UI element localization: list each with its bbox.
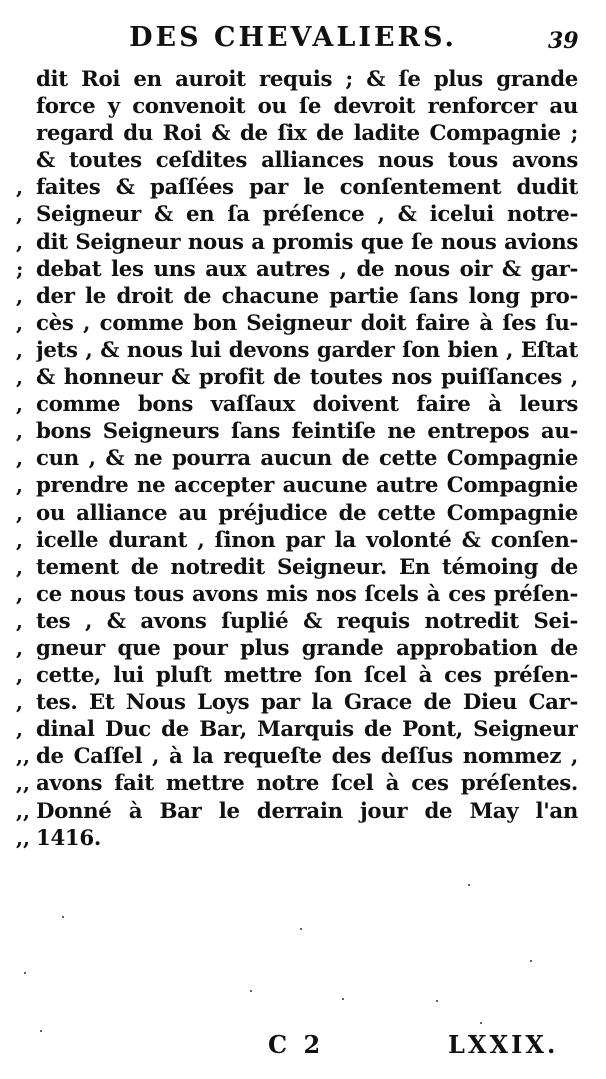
quotation-mark: , bbox=[16, 690, 23, 715]
text-line bbox=[0, 770, 606, 797]
quotation-mark: , bbox=[16, 635, 23, 660]
line-text: cun , & ne pourra aucun de cette Compagnie bbox=[36, 446, 578, 472]
quotation-mark: , bbox=[16, 608, 23, 633]
quotation-mark: , bbox=[16, 229, 23, 254]
quotation-mark: ,, bbox=[16, 771, 30, 796]
line-text: tes. Et Nous Loys par la Grace de Dieu Car- bbox=[36, 690, 578, 716]
text-line bbox=[0, 391, 606, 418]
text-line bbox=[0, 716, 606, 743]
quotation-mark: ,, bbox=[16, 825, 30, 850]
line-text: ce nous tous avons mis nos ſcels à ces préſen- bbox=[36, 581, 578, 607]
running-title: DES CHEVALIERS. bbox=[129, 22, 457, 53]
text-line bbox=[0, 93, 606, 120]
print-speck bbox=[468, 884, 470, 886]
quotation-mark: , bbox=[16, 446, 23, 471]
quotation-mark: , bbox=[16, 473, 23, 498]
print-speck bbox=[480, 1022, 482, 1024]
text-line bbox=[0, 337, 606, 364]
line-text: regard du Roi & de ſix de ladite Compagnie ; bbox=[36, 121, 578, 147]
text-line bbox=[0, 662, 606, 689]
text-line bbox=[0, 174, 606, 201]
print-speck bbox=[342, 998, 344, 1000]
quotation-mark: , bbox=[16, 365, 23, 390]
print-speck bbox=[62, 916, 64, 918]
quotation-mark: , bbox=[16, 202, 23, 227]
line-text: icelle durant , ſinon par la volonté & conſen- bbox=[36, 527, 578, 553]
text-line bbox=[0, 743, 606, 770]
quotation-mark: , bbox=[16, 283, 23, 308]
line-text: cette, lui pluſt mettre ſon ſcel à ces préſen- bbox=[36, 663, 578, 689]
text-line bbox=[0, 689, 606, 716]
quotation-mark: , bbox=[16, 663, 23, 688]
line-text: ou alliance au préjudice de cette Compagnie bbox=[36, 500, 578, 526]
text-line bbox=[0, 825, 606, 852]
text-line bbox=[0, 445, 606, 472]
line-text: der le droit de chacune partie ſans long pro- bbox=[36, 283, 578, 309]
quotation-mark: , bbox=[16, 527, 23, 552]
print-speck bbox=[436, 1000, 438, 1002]
quotation-mark: , bbox=[16, 337, 23, 362]
quotation-mark: , bbox=[16, 419, 23, 444]
line-text: dit Seigneur nous a promis que ſe nous avions bbox=[36, 229, 578, 255]
line-text: & honneur & profit de toutes nos puiſſances , bbox=[36, 365, 578, 391]
body-text bbox=[0, 66, 606, 852]
text-line bbox=[0, 283, 606, 310]
text-line bbox=[0, 472, 606, 499]
quotation-mark: , bbox=[16, 554, 23, 579]
line-text: comme bons vaſſaux doivent faire à leurs bbox=[36, 392, 578, 418]
text-line bbox=[0, 418, 606, 445]
line-text: 1416. bbox=[36, 825, 101, 851]
line-text: tes , & avons ſuplié & requis notredit Sei- bbox=[36, 608, 578, 634]
quotation-mark: , bbox=[16, 581, 23, 606]
line-text: Seigneur & en ſa préſence , & icelui notre- bbox=[36, 202, 578, 228]
line-text: jets , & nous lui devons garder ſon bien , Eſtat bbox=[36, 337, 578, 363]
print-speck bbox=[250, 990, 252, 992]
line-text: bons Seigneurs ſans feintiſe ne entrepos au- bbox=[36, 419, 578, 445]
line-text: avons fait mettre notre ſcel à ces préſentes. bbox=[36, 771, 578, 797]
quotation-mark: , bbox=[16, 175, 23, 200]
quotation-mark: , bbox=[16, 500, 23, 525]
page-number: 39 bbox=[548, 28, 579, 54]
line-text: dit Roi en auroit requis ; & ſe plus grande bbox=[36, 67, 578, 92]
text-line bbox=[0, 229, 606, 256]
line-text: & toutes ceſdites alliances nous tous avons bbox=[36, 148, 578, 174]
line-text: cès , comme bon Seigneur doit faire à ſes ſu- bbox=[36, 310, 578, 336]
line-text: faites & paſſées par le conſentement dudit bbox=[36, 175, 578, 201]
text-line bbox=[0, 798, 606, 825]
text-line bbox=[0, 147, 606, 174]
line-text: gneur que pour plus grande approbation de bbox=[36, 635, 578, 661]
text-line bbox=[0, 527, 606, 554]
text-line bbox=[0, 256, 606, 283]
line-text: Donné à Bar le derrain jour de May l'an bbox=[36, 798, 578, 824]
line-text: tement de notredit Seigneur. En témoing de bbox=[36, 554, 578, 580]
text-line bbox=[0, 554, 606, 581]
text-line bbox=[0, 364, 606, 391]
quotation-mark: ,, bbox=[16, 744, 30, 769]
print-speck bbox=[530, 960, 532, 962]
catchword: LXXIX. bbox=[448, 1030, 559, 1059]
quotation-mark: , bbox=[16, 717, 23, 742]
text-line bbox=[0, 608, 606, 635]
text-line bbox=[0, 310, 606, 337]
line-text: debat les uns aux autres , de nous oir & gar- bbox=[36, 256, 578, 282]
line-text: prendre ne accepter aucune autre Compagnie bbox=[36, 473, 578, 499]
quotation-mark: , bbox=[16, 310, 23, 335]
text-line bbox=[0, 500, 606, 527]
signature-mark: C 2 bbox=[268, 1030, 325, 1059]
text-line bbox=[0, 581, 606, 608]
print-speck bbox=[24, 972, 26, 974]
text-line bbox=[0, 66, 606, 93]
text-line bbox=[0, 120, 606, 147]
print-speck bbox=[300, 928, 302, 930]
line-text: de Caſſel , à la requeſte des deſſus nommez , bbox=[36, 744, 578, 770]
text-line bbox=[0, 635, 606, 662]
text-line bbox=[0, 201, 606, 228]
quotation-mark: ,, bbox=[16, 798, 30, 823]
quotation-mark: , bbox=[16, 392, 23, 417]
line-text: dinal Duc de Bar, Marquis de Pont, Seigneur bbox=[36, 717, 578, 743]
line-text: force y convenoit ou ſe devroit renforcer au bbox=[36, 94, 578, 120]
quotation-mark: ; bbox=[16, 256, 24, 281]
print-speck bbox=[40, 1030, 42, 1032]
